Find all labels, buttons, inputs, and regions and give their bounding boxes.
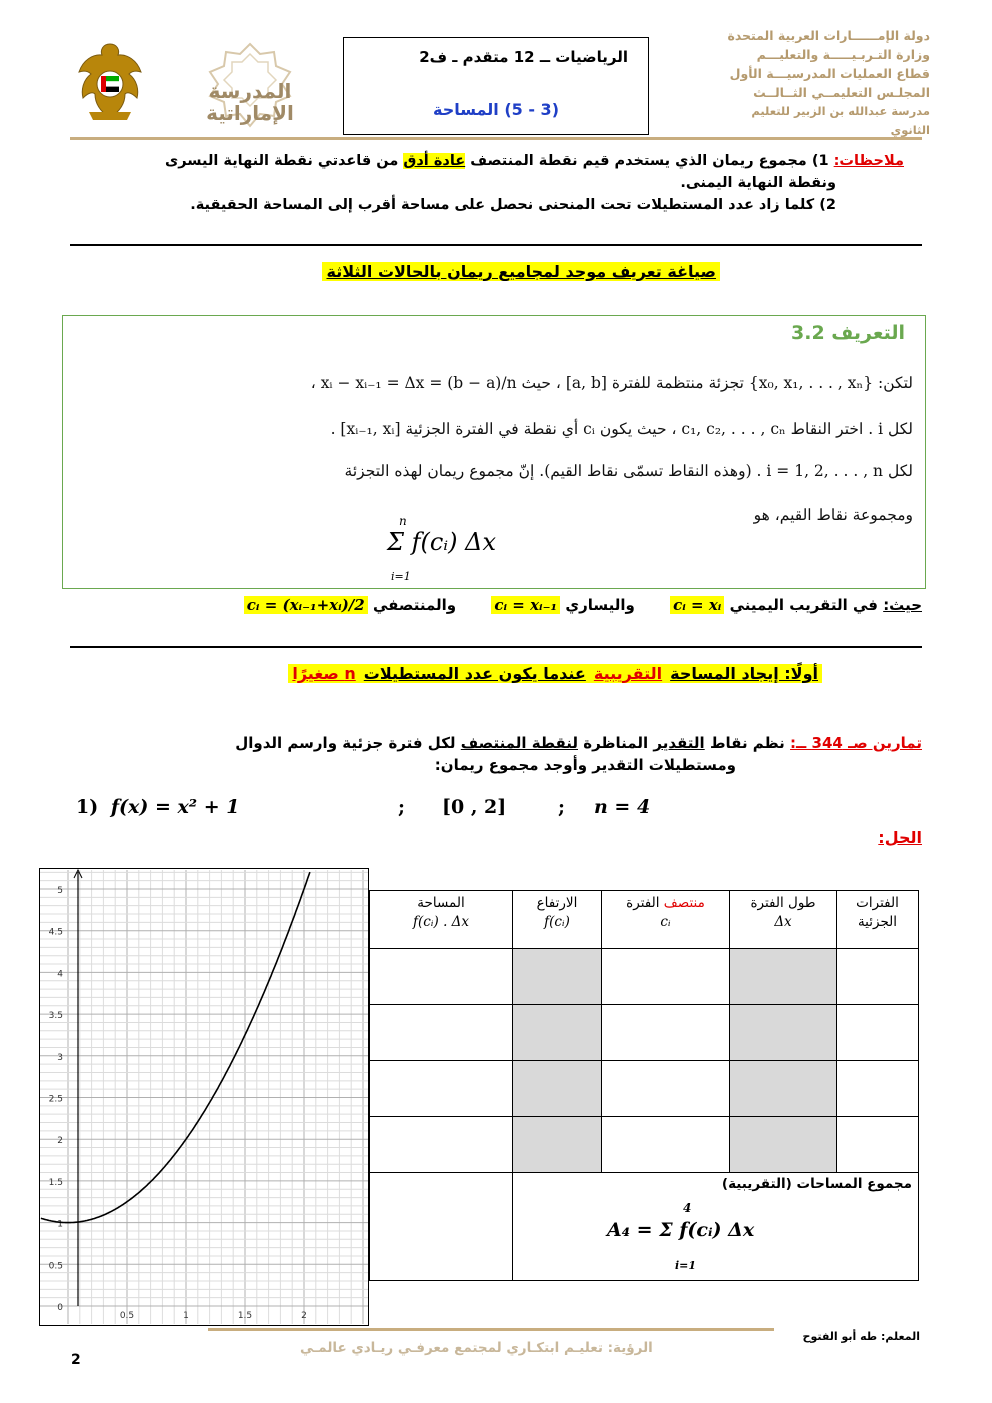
table-cell[interactable] — [602, 949, 730, 1005]
definition-line-2: لكل i . اختر النقاط c₁, c₂, . . . , cₙ ، حيث يكون cᵢ أي نقطة في الفترة الجزئية [xᵢ₋₁, xᵢ] . — [330, 420, 913, 438]
exercise-text-underlined: التقدير — [653, 734, 705, 752]
subject-line: الرياضيات ــ 12 متقدم ـ ف2 — [419, 48, 628, 66]
table-cell[interactable] — [730, 1117, 837, 1173]
exercise-label: تمارين صـ 344 ــ: — [790, 734, 922, 752]
sum-label: مجموع المساحات (التقريبية) — [721, 1176, 912, 1192]
definition-title: التعريف 3.2 — [791, 322, 905, 344]
x-tick-label: 1.5 — [237, 1311, 253, 1321]
section1-banner-text: صياغة تعريف موحد لمجاميع ريمان بالحالات الثلاثة — [322, 262, 720, 281]
table-cell[interactable] — [370, 1061, 513, 1117]
table-cell[interactable] — [370, 1117, 513, 1173]
approximation-rules — [244, 596, 922, 614]
section2-banner — [288, 664, 822, 683]
exercise-text: لكل فترة جزئية وارسم الدوال — [235, 734, 456, 752]
where-label: حيث: — [883, 596, 922, 614]
teacher-name: المعلم: طه أبو الفتوح — [802, 1330, 920, 1343]
header-text-red: منتصف — [663, 895, 705, 911]
exercise-line-2: ومستطيلات التقدير وأوجد مجموع ريمان: — [434, 756, 736, 774]
header-width — [730, 891, 837, 949]
falcon-emblem-icon — [75, 40, 145, 125]
x-tick-label: 2 — [301, 1311, 307, 1321]
table-sum-formula — [607, 1201, 807, 1275]
table-cell[interactable] — [513, 949, 602, 1005]
table-cell[interactable] — [513, 1005, 602, 1061]
header-math: Δx — [774, 914, 792, 930]
header-midpoint — [602, 891, 730, 949]
table-row — [370, 1005, 919, 1061]
table-cell[interactable] — [837, 1117, 919, 1173]
ministry-line: قطاع العمليات المدرسيـــة الأول — [729, 66, 930, 81]
sum-cell — [513, 1173, 919, 1281]
sum-upper-limit: n — [399, 514, 407, 528]
y-tick-label: 0 — [57, 1303, 63, 1313]
vision-statement: الرؤية: تعليـم ابتكـاري لمجتمع معرفـي ريـادي عالمـي — [300, 1340, 653, 1356]
solution-table — [369, 890, 919, 1281]
problem-statement — [76, 796, 651, 818]
sum-lower-limit: i=1 — [675, 1259, 697, 1272]
section2-banner-p1: أولًا: إيجاد المساحة — [666, 664, 822, 683]
footer-divider — [208, 1328, 774, 1331]
exercise-text: المناظرة — [583, 734, 649, 752]
uae-emblem — [75, 40, 145, 125]
section2-banner-p4: n صغيرًا — [288, 664, 359, 683]
sum-body: A₄ = Σ f(cᵢ) Δx — [607, 1219, 755, 1241]
header-height — [513, 891, 602, 949]
y-tick-label: 4 — [57, 969, 63, 980]
note-2: 2) كلما زاد عدد المستطيلات تحت المنحنى نحصل على مساحة أقرب إلى المساحة الحقيقية. — [190, 197, 836, 213]
definition-line-1: لتكن: {x₀, x₁, . . . , xₙ} تجزئة منتظمة للفترة [a, b] ، حيث xᵢ − xᵢ₋₁ = Δx = (b − a)/n ، — [310, 374, 913, 392]
header-math: f(cᵢ) — [544, 914, 570, 930]
table-cell[interactable] — [370, 949, 513, 1005]
note-1-text: 1) مجموع ريمان الذي يستخدم قيم نقطة المنتصف — [470, 153, 829, 169]
divider — [70, 646, 922, 648]
note-1-text-end: من قاعدتي نقطة النهاية اليسرى — [164, 153, 399, 169]
header-divider — [70, 137, 922, 140]
right-rule-text: في التقريب اليميني — [729, 596, 878, 614]
table-cell[interactable] — [370, 1173, 513, 1281]
y-tick-label: 2 — [57, 1136, 63, 1147]
notes-label: ملاحظات: — [833, 153, 904, 169]
y-tick-label: 3 — [57, 1052, 63, 1063]
table-cell[interactable] — [837, 1061, 919, 1117]
header-subintervals — [837, 891, 919, 949]
exercise-text-underlined: لنقطة المنتصف — [460, 734, 578, 752]
header-math: f(cᵢ) . Δx — [412, 914, 470, 930]
section2-banner-p2: التقريبية — [590, 664, 666, 683]
table-cell[interactable] — [602, 1117, 730, 1173]
table-cell[interactable] — [837, 949, 919, 1005]
table-cell[interactable] — [513, 1117, 602, 1173]
y-tick-label: 5 — [57, 886, 63, 896]
header-text: المساحة — [417, 895, 465, 911]
exercise-instructions — [92, 732, 922, 776]
x-tick-label: 1 — [183, 1311, 189, 1321]
right-rule-formula: cᵢ = xᵢ — [670, 596, 724, 614]
sum-body: Σ f(cᵢ) Δx — [387, 528, 496, 556]
table-row — [370, 1117, 919, 1173]
table-cell[interactable] — [730, 949, 837, 1005]
sum-upper-limit: 4 — [683, 1201, 692, 1215]
sum-lower-limit: i=1 — [391, 570, 411, 583]
problem-interval: [0 , 2] — [442, 796, 507, 818]
definition-box — [62, 315, 926, 589]
school-logo — [190, 40, 310, 130]
header-area — [370, 891, 513, 949]
table-cell[interactable] — [602, 1061, 730, 1117]
y-tick-label: 0.5 — [48, 1261, 63, 1272]
divider — [70, 244, 922, 246]
header-text: الفترات — [856, 895, 899, 911]
function-graph — [39, 868, 369, 1326]
lesson-title-box — [343, 37, 649, 135]
problem-n: n = 4 — [594, 796, 651, 818]
section1-banner — [322, 262, 720, 281]
header-text: الارتفاع — [536, 895, 578, 911]
notes — [74, 150, 904, 216]
table-cell[interactable] — [730, 1061, 837, 1117]
separator: ; — [558, 796, 566, 818]
left-rule-text: واليساري — [565, 596, 635, 614]
header-text: طول الفترة — [750, 895, 816, 911]
ministry-line: وزارة التـربـيـــــة والتعليـــم — [756, 47, 930, 62]
y-tick-label: 1 — [57, 1219, 63, 1230]
table-cell[interactable] — [370, 1005, 513, 1061]
ministry-line: مدرسة عبدالله بن الزبير للتعليم الثانوي — [751, 104, 930, 137]
definition-line-3: لكل i = 1, 2, . . . , n . (وهذه النقاط تسمّى نقاط القيم). إنّ مجموع ريمان لهذه التجزئة — [344, 462, 913, 480]
table-row — [370, 949, 919, 1005]
y-tick-label: 4.5 — [48, 927, 63, 938]
note-1-line2: ونقطة النهاية اليمنى. — [680, 175, 836, 191]
left-rule-formula: cᵢ = xᵢ₋₁ — [491, 596, 560, 614]
header-math: cᵢ — [660, 914, 671, 930]
y-tick-label: 1.5 — [48, 1177, 63, 1188]
graph-panel — [39, 868, 369, 1326]
riemann-sum-formula — [385, 514, 565, 586]
note-1 — [74, 150, 904, 172]
ministry-line: دولة الإمــــــارات العربية المتحدة — [727, 28, 930, 43]
section2-banner-p3: عندما يكون عدد المستطيلات — [360, 664, 590, 683]
exercise-text: نظم نقاط — [709, 734, 785, 752]
table-cell[interactable] — [602, 1005, 730, 1061]
exercise-line-1 — [92, 732, 922, 754]
table-sum-row — [370, 1173, 919, 1281]
x-tick-label: 0.5 — [119, 1311, 135, 1321]
mid-rule-formula: cᵢ = (xᵢ₋₁+xᵢ)/2 — [244, 596, 368, 614]
header-text: الفترة — [626, 895, 660, 911]
separator: ; — [398, 796, 406, 818]
table-header-row — [370, 891, 919, 949]
header-text: الجزئية — [857, 914, 898, 930]
solution-label: الحل: — [878, 828, 922, 847]
lesson-title: (3 - 5) المساحة — [433, 100, 559, 119]
problem-function: f(x) = x² + 1 — [110, 796, 240, 818]
note-1-highlight: عادة أدق — [403, 153, 466, 169]
table-row — [370, 1061, 919, 1117]
page-number: 2 — [71, 1352, 81, 1368]
table-cell[interactable] — [837, 1005, 919, 1061]
y-tick-label: 3.5 — [48, 1011, 63, 1022]
problem-number: 1) — [76, 796, 99, 818]
mid-rule-text: والمنتصفي — [372, 596, 457, 614]
y-tick-label: 2.5 — [48, 1094, 63, 1105]
ministry-header — [720, 26, 930, 140]
table-cell[interactable] — [730, 1005, 837, 1061]
table-cell[interactable] — [513, 1061, 602, 1117]
school-logo-text: المدرسة الإماراتية — [206, 79, 294, 125]
ministry-line: المجلـس التعليمــي الثــالــث — [753, 85, 930, 100]
definition-line-4: ومجموعة نقاط القيم، هو — [753, 506, 913, 524]
